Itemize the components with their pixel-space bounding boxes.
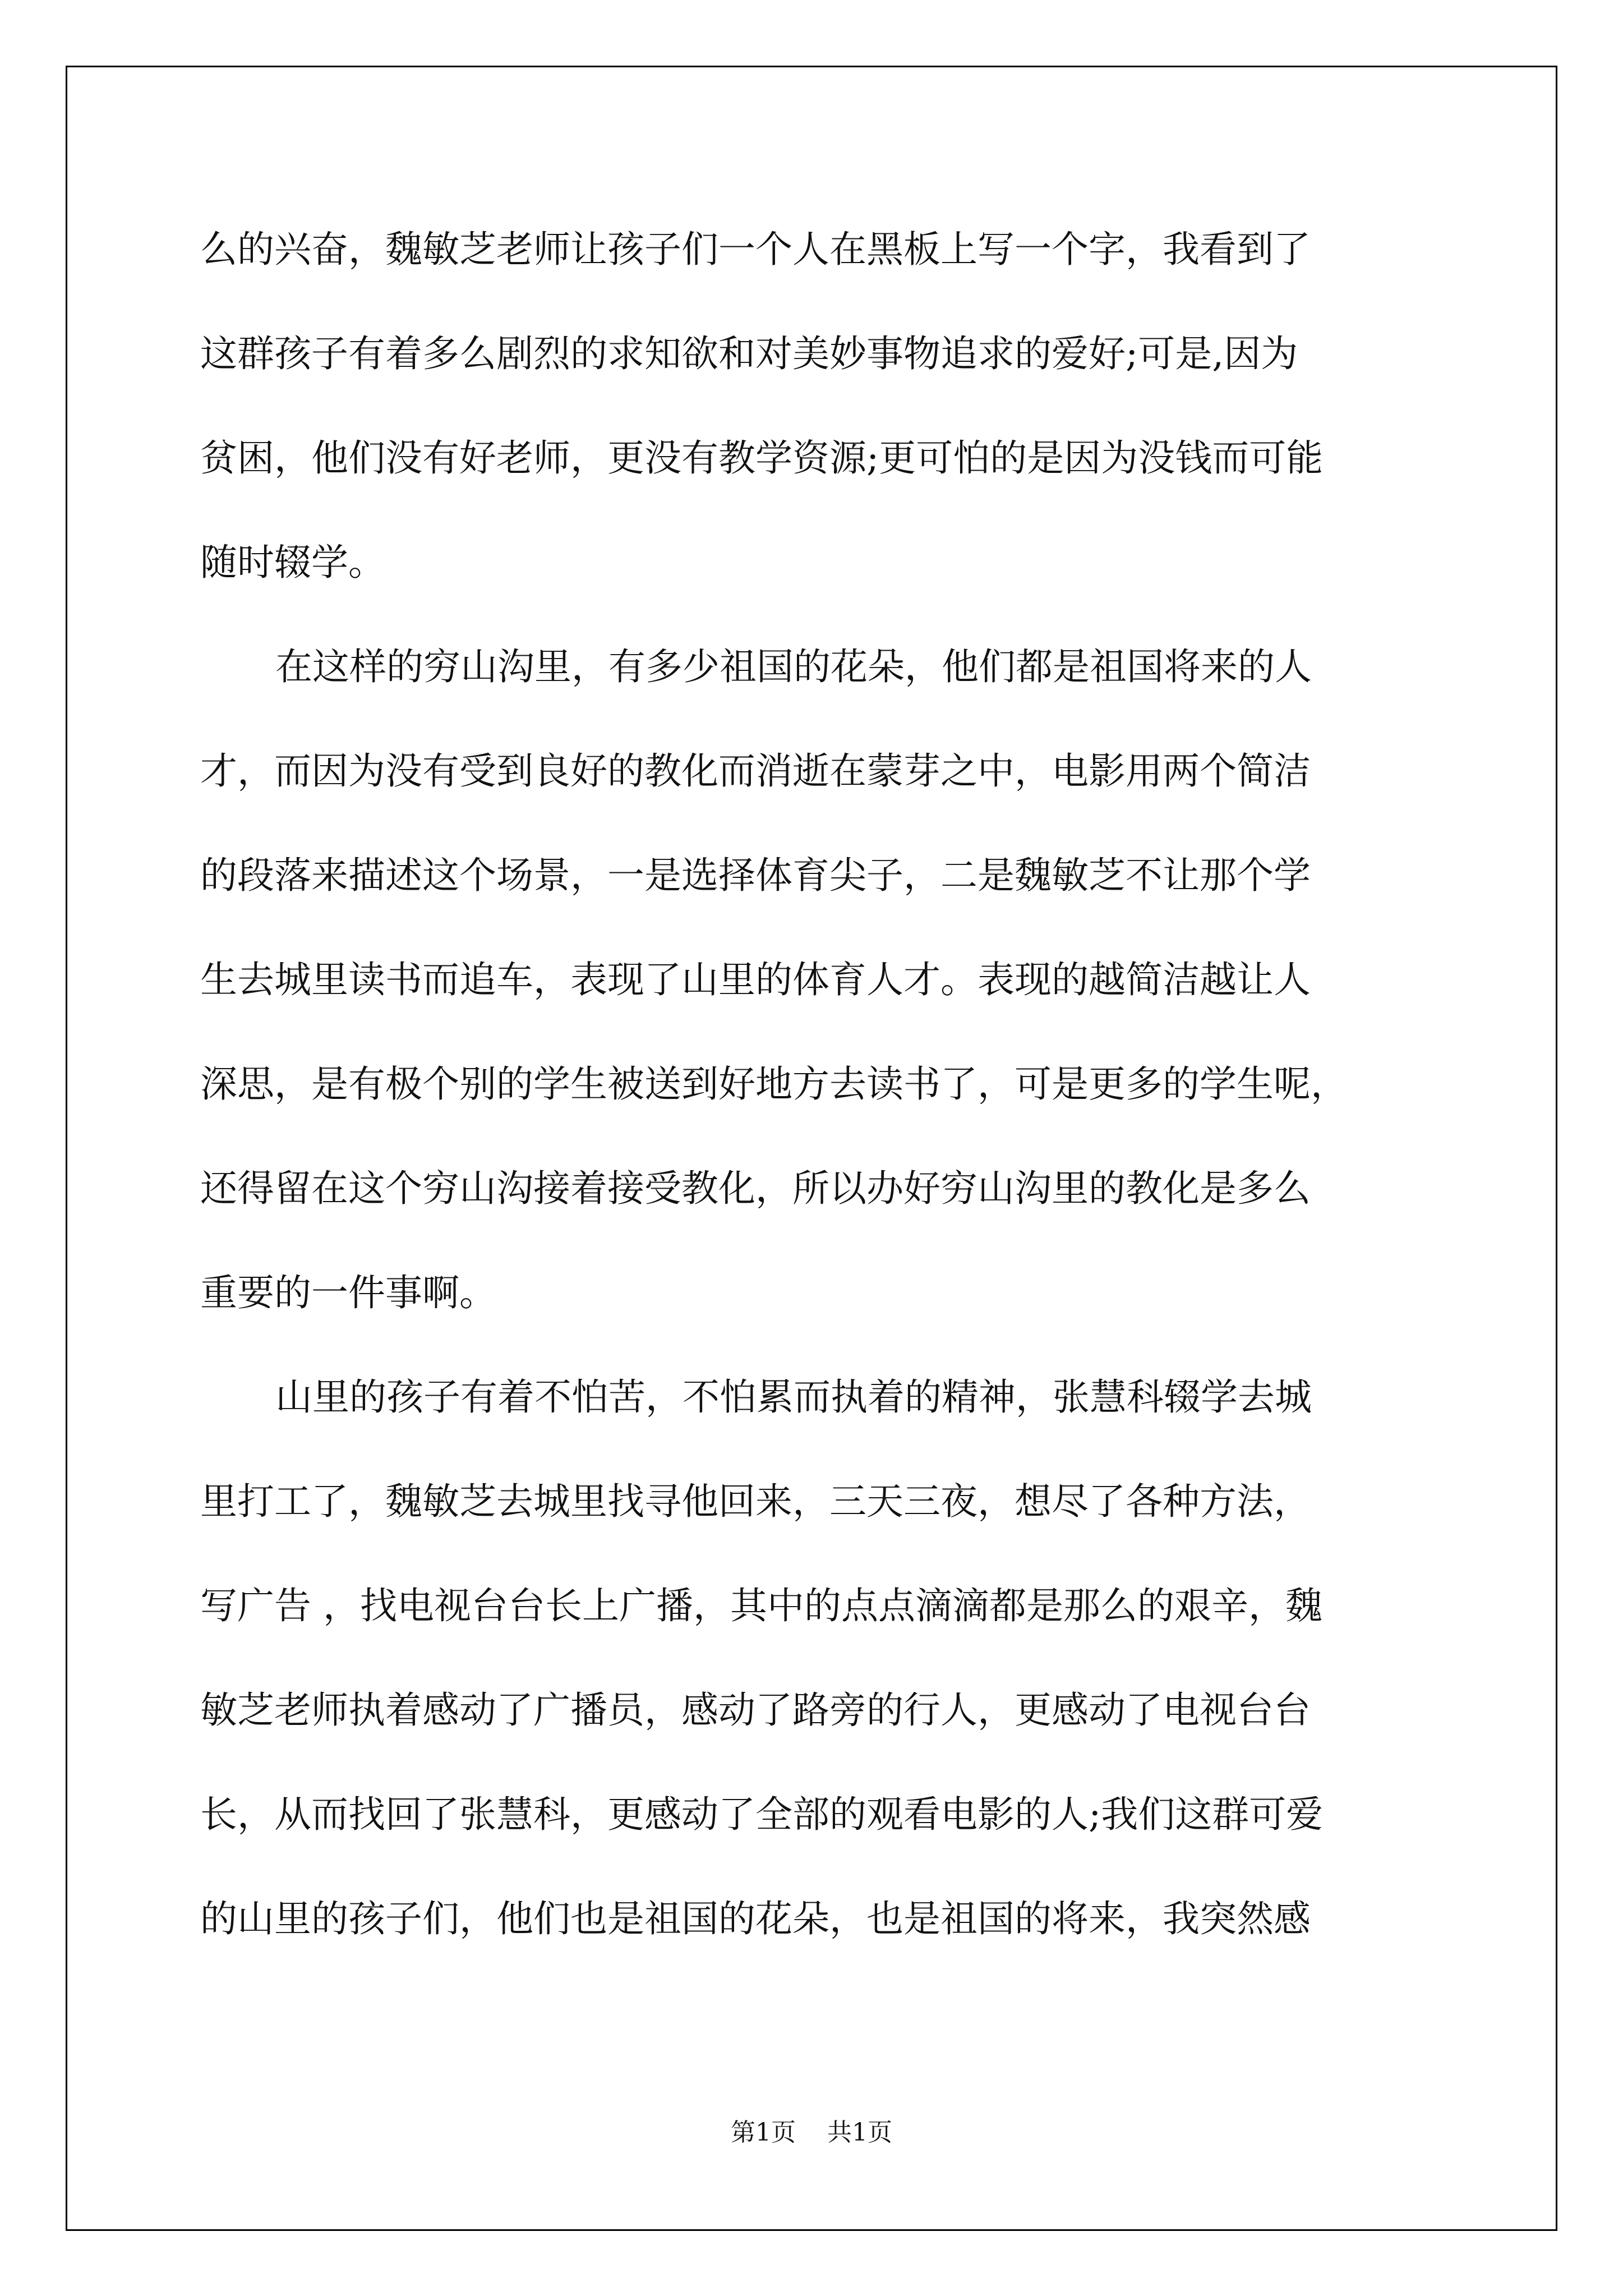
text-line: 生去城里读书而追车，表现了山里的体育人才。表现的越简洁越让人 — [200, 958, 1311, 1001]
text-line: 才，而因为没有受到良好的教化而消逝在蒙芽之中，电影用两个简洁 — [200, 749, 1311, 793]
document-body — [200, 197, 1428, 1971]
text-line-paragraph-start: 在这样的穷山沟里，有多少祖国的花朵，他们都是祖国将来的人 — [275, 645, 1312, 688]
text-line: 重要的一件事啊。 — [200, 1271, 496, 1314]
text-line-paragraph-start: 山里的孩子有着不怕苦，不怕累而执着的精神，张慧科辍学去城 — [275, 1375, 1312, 1419]
page-number: 第1页 — [731, 2118, 796, 2147]
text-line: 深思，是有极个别的学生被送到好地方去读书了，可是更多的学生呢， — [200, 1062, 1348, 1106]
text-line: 敏芝老师执着感动了广播员，感动了路旁的行人，更感动了电视台台 — [200, 1688, 1311, 1732]
text-line: 么的兴奋，魏敏芝老师让孩子们一个人在黑板上写一个字，我看到了 — [200, 228, 1311, 271]
text-line: 长，从而找回了张慧科，更感动了全部的观看电影的人;我们这群可爱 — [200, 1793, 1324, 1836]
page-footer — [0, 2112, 1623, 2148]
text-line: 这群孩子有着多么剧烈的求知欲和对美妙事物追求的爱好;可是,因为 — [200, 332, 1298, 375]
text-line: 的段落来描述这个场景，一是选择体育尖子，二是魏敏芝不让那个学 — [200, 854, 1311, 897]
text-line: 还得留在这个穷山沟接着接受教化，所以办好穷山沟里的教化是多么 — [200, 1167, 1311, 1210]
text-line: 贫困，他们没有好老师，更没有教学资源;更可怕的是因为没钱而可能 — [200, 436, 1324, 480]
text-line: 里打工了，魏敏芝去城里找寻他回来，三天三夜，想尽了各种方法， — [200, 1480, 1311, 1523]
text-line: 随时辍学。 — [200, 541, 385, 584]
text-line: 的山里的孩子们，他们也是祖国的花朵，也是祖国的将来，我突然感 — [200, 1897, 1311, 1940]
text-line: 写广告 ，找电视台台长上广播，其中的点点滴滴都是那么的艰辛，魏 — [200, 1584, 1322, 1627]
page-total: 共1页 — [827, 2118, 892, 2147]
